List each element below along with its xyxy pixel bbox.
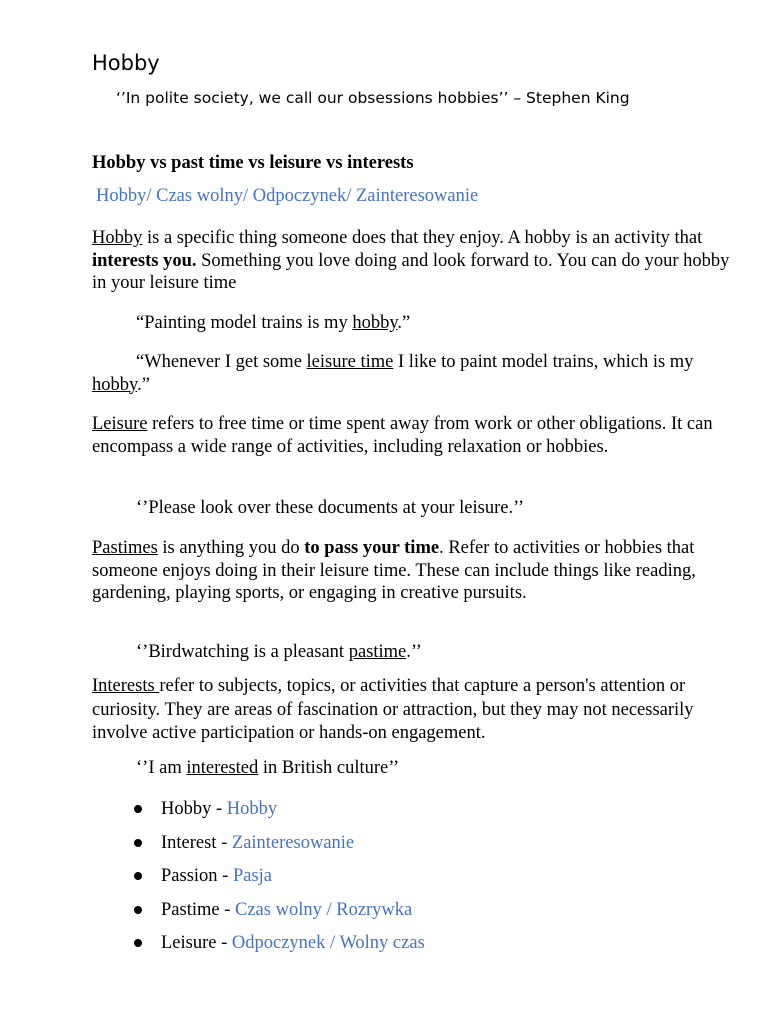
- bullet-icon: [134, 839, 142, 847]
- heading-translation: Hobby/ Czas wolny/ Odpoczynek/ Zainteresowanie: [96, 186, 479, 206]
- pastimes-term: Pastimes: [92, 538, 158, 558]
- bullet-icon: [134, 805, 142, 813]
- section-heading: Hobby vs past time vs leisure vs interests: [92, 153, 414, 173]
- leisure-definition: Leisure refers to free time or time spent away from work or other obligations. It can encompass a wide range of activities, including relaxation or hobbies.: [92, 414, 713, 457]
- example-painting: “Painting model trains is my hobby.”: [136, 313, 411, 333]
- document-title: Hobby: [92, 51, 160, 75]
- leisure-term: Leisure: [92, 414, 148, 434]
- list-item: Interest - Zainteresowanie: [134, 831, 425, 865]
- bullet-icon: [134, 939, 142, 947]
- example-documents: ‘’Please look over these documents at your leisure.’’: [136, 498, 525, 518]
- list-item: Leisure - Odpoczynek / Wolny czas: [134, 931, 425, 965]
- bullet-icon: [134, 906, 142, 914]
- bullet-icon: [134, 872, 142, 880]
- example-british-culture: ‘’I am interested in British culture’’: [136, 758, 400, 778]
- example-leisure-time: “Whenever I get some leisure time I like to paint model trains, which is my hobby.”: [92, 352, 694, 395]
- hobby-definition: Hobby is a specific thing someone does that they enjoy. A hobby is an activity that interests you. Something you love doing and look forward to. You can do your hobby in your leisure time: [92, 228, 730, 293]
- vocabulary-list: [134, 797, 425, 965]
- example-birdwatching: ‘’Birdwatching is a pleasant pastime.’’: [136, 642, 422, 662]
- epigraph-quote: ‘’In polite society, we call our obsessions hobbies’’ – Stephen King: [116, 89, 630, 107]
- interests-definition: Interests refer to subjects, topics, or activities that capture a person's attention or curiosity. They are areas of fascination or attraction, but they may not necessarily involve active participation or hands-on engagement.: [92, 676, 694, 744]
- interests-term: Interests: [92, 676, 160, 696]
- pastimes-definition: Pastimes is anything you do to pass your time. Refer to activities or hobbies that someone enjoys doing in their leisure time. These can include things like reading, gardening, playing sports, or engaging in creative pursuits.: [92, 538, 696, 603]
- list-item: Hobby - Hobby: [134, 797, 425, 831]
- hobby-term: Hobby: [92, 228, 143, 248]
- list-item: Pastime - Czas wolny / Rozrywka: [134, 898, 425, 932]
- list-item: Passion - Pasja: [134, 864, 425, 898]
